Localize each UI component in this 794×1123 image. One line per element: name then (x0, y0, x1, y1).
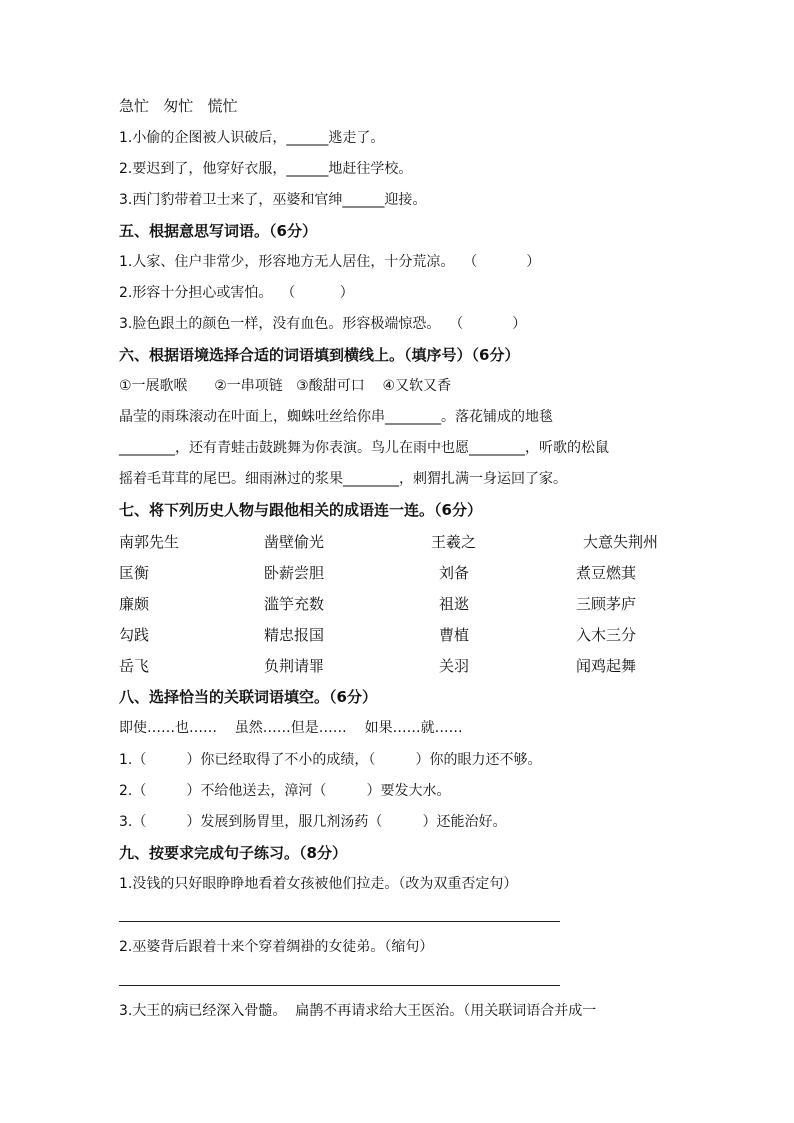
s9-answer-line-2[interactable] (119, 985, 560, 986)
s7-idiom-b-3: 三顾茅庐 (576, 595, 637, 613)
s9-question-1: 1.没钱的只好眼睁睁地看着女孩被他们拉走。（改为双重否定句） (119, 876, 518, 892)
s8-word-options: 即使……也…… 虽然……但是…… 如果……就…… (119, 720, 463, 736)
s9-question-3: 3.大王的病已经深入骨髓。 扁鹊不再请求给大王医治。（用关联词语合并成一 (119, 1003, 597, 1019)
s9-answer-line-1[interactable] (119, 921, 560, 922)
s6-heading: 六、根据语境选择合适的词语填到横线上。（填序号）（6分） (119, 346, 520, 364)
s6-passage-line-2: ________，还有青蛙击鼓跳舞为你表演。鸟儿在雨中也愿________，听歌的松鼠 (119, 440, 609, 456)
s7-idiom-3: 滥竽充数 (264, 595, 325, 613)
s4-question-3: 3.西门豹带着卫士来了，巫婆和官绅______迎接。 (119, 192, 427, 208)
s7-idiom-b-5: 闻鸡起舞 (576, 657, 637, 675)
s8-question-3: 3.（ ）发展到肠胃里，服几剂汤药（ ）还能治好。 (119, 814, 507, 830)
s6-passage-line-1: 晶莹的雨珠滚动在叶面上，蜘蛛吐丝给你串________。落花铺成的地毯 (119, 409, 553, 425)
s5-question-3: 3.脸色跟土的颜色一样，没有血色。形容极端惊恐。 （ ） (119, 316, 527, 332)
s4-word-options: 急忙 匆忙 慌忙 (119, 97, 238, 115)
s7-heading: 七、将下列历史人物与跟他相关的成语连一连。（6分） (119, 501, 482, 519)
s9-question-2: 2.巫婆背后跟着十来个穿着绸褂的女徒弟。（缩句） (119, 939, 434, 955)
s7-idiom-4: 精忠报国 (264, 626, 325, 644)
s5-heading: 五、根据意思写词语。（6分） (119, 222, 317, 240)
s7-idiom-2: 卧薪尝胆 (264, 564, 325, 582)
s7-idiom-b-4: 入木三分 (576, 626, 637, 644)
s5-question-1: 1.人家、住户非常少，形容地方无人居住，十分荒凉。 （ ） (119, 254, 541, 270)
s7-person-4: 勾践 (119, 626, 150, 644)
s9-heading: 九、按要求完成句子练习。（8分） (119, 844, 347, 862)
s6-passage-line-3: 摇着毛茸茸的尾巴。细雨淋过的浆果________，刺猬扎满一身运回了家。 (119, 471, 567, 487)
s7-idiom-b-2: 煮豆燃萁 (576, 564, 637, 582)
s4-question-1: 1.小偷的企图被人识破后，______逃走了。 (119, 130, 385, 146)
s7-person-3: 廉颇 (119, 595, 150, 613)
s7-person-5: 岳飞 (119, 657, 150, 675)
s7-person-2: 匡衡 (119, 564, 150, 582)
s7-idiom-5: 负荆请罪 (264, 657, 325, 675)
s6-options: ①一展歌喉 ②一串项链 ③酸甜可口 ④又软又香 (119, 378, 452, 394)
s5-question-2: 2.形容十分担心或害怕。 （ ） (119, 285, 354, 301)
s7-idiom-b-1: 大意失荆州 (583, 533, 659, 551)
s7-idiom-1: 凿壁偷光 (264, 533, 325, 551)
s8-heading: 八、选择恰当的关联词语填空。（6分） (119, 688, 377, 706)
s7-person-b-3: 祖逖 (439, 595, 470, 613)
s7-person-b-5: 关羽 (439, 657, 470, 675)
s8-question-1: 1.（ ）你已经取得了不小的成绩，（ ）你的眼力还不够。 (119, 752, 542, 768)
s7-person-b-2: 刘备 (439, 564, 470, 582)
s7-person-b-4: 曹植 (439, 626, 470, 644)
s7-person-b-1: 王羲之 (431, 533, 477, 551)
s7-person-1: 南郭先生 (119, 533, 180, 551)
s8-question-2: 2.（ ）不给他送去，漳河（ ）要发大水。 (119, 783, 451, 799)
s4-question-2: 2.要迟到了，他穿好衣服，______地赶往学校。 (119, 161, 413, 177)
